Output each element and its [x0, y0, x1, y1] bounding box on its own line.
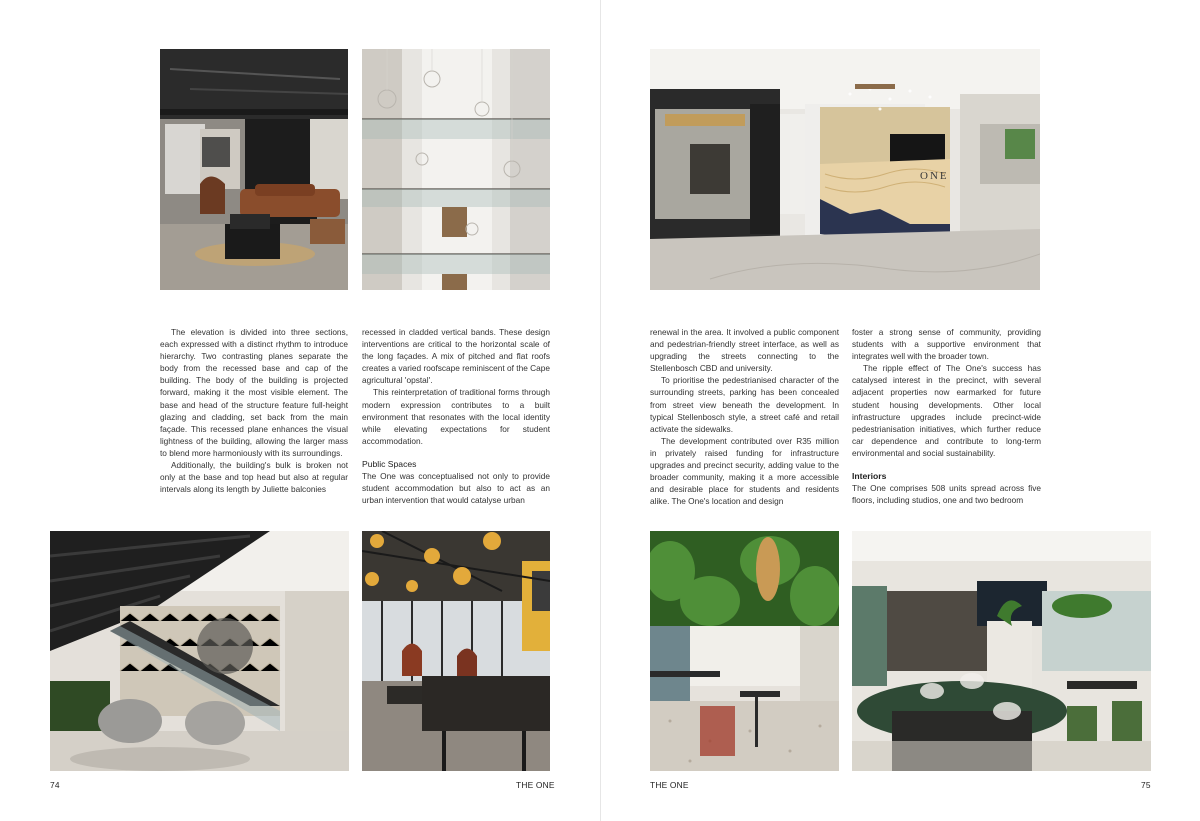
section-heading-public-spaces: Public Spaces [362, 458, 417, 469]
body-paragraph: Additionally, the building's bulk is broken not only at the base and top head but also at regular intervals along its length by Juliette balconies [160, 460, 348, 495]
page-number-right: 75 [1141, 780, 1151, 790]
running-head-right: THE ONE [650, 780, 689, 790]
running-head-left: THE ONE [516, 780, 555, 790]
cafe-counter-photo [852, 531, 1151, 771]
body-paragraph: renewal in the area. It involved a public component and pedestrian-friendly street interface, as well as upgrading the streets connecting to the Stellenbosch CBD and university. [650, 327, 839, 374]
body-paragraph: This reinterpretation of traditional forms through modern expression contributes to a built environment that resonates with the local identity while elevating expectations for student accommodation. [362, 387, 550, 446]
left-column-1 [160, 326, 348, 495]
page-number-left: 74 [50, 780, 60, 790]
right-column-1 [650, 326, 839, 507]
dining-lounge-photo [362, 531, 550, 771]
left-column-2 [362, 326, 550, 506]
body-paragraph: The development contributed over R35 million in privately raised funding for infrastructure upgrades and precinct security, adding value to the broader community, making it a more accessible and desirable place for students and residents alike. The One's location and design [650, 435, 839, 507]
body-paragraph: The ripple effect of The One's success has catalysed interest in the precinct, with several adjacent properties now earmarked for future student housing developments. Other local infrastructure upgrades include precinct-wide pedestrianisation initiatives, which further reduce car dependence and contribute to long-term environmental and social sustainability. [852, 363, 1041, 458]
body-paragraph: To prioritise the pedestrianised character of the surrounding streets, parking has been concealed from street view beneath the development. In typical Stellenbosch style, a street café and retail activate the sidewalks. [650, 375, 839, 434]
body-paragraph: The elevation is divided into three sections, each expressed with a distinct rhythm to introduce hierarchy. Two contrasting planes separate the body from the recessed base and cap of the building. The body of the building is projected forward, making it the most visible element. The base and head of the structure feature full-height glazing and cladding, set back from the main façade. This recessed plane enhances the visual lightness of the building, allowing the larger mass to blend more harmoniously with its surroundings. [160, 327, 348, 458]
body-paragraph: The One was conceptualised not only to provide student accommodation but also to act as an urban intervention that would catalyse urban [362, 471, 550, 506]
lounge-photo [160, 49, 348, 290]
cafe-greenery-photo [650, 531, 839, 771]
body-paragraph: recessed in cladded vertical bands. These design interventions are critical to the horizontal scale of the long façades. A mix of pitched and flat roofs creates a varied roofscape reminiscent of the Cape agricultural 'opstal'. [362, 327, 550, 386]
section-heading-interiors: Interiors [852, 471, 887, 482]
staircase-photo [50, 531, 349, 771]
right-column-2 [852, 326, 1041, 506]
body-paragraph: The One comprises 508 units spread across five floors, including studios, one and two bedroom [852, 483, 1041, 506]
body-paragraph: foster a strong sense of community, providing students with a supportive environment that integrates well with the broader town. [852, 327, 1041, 362]
spread-fold [600, 0, 601, 821]
reception-logo-text: ONE [920, 170, 949, 182]
atrium-photo [362, 49, 550, 290]
reception-photo [650, 49, 1040, 290]
